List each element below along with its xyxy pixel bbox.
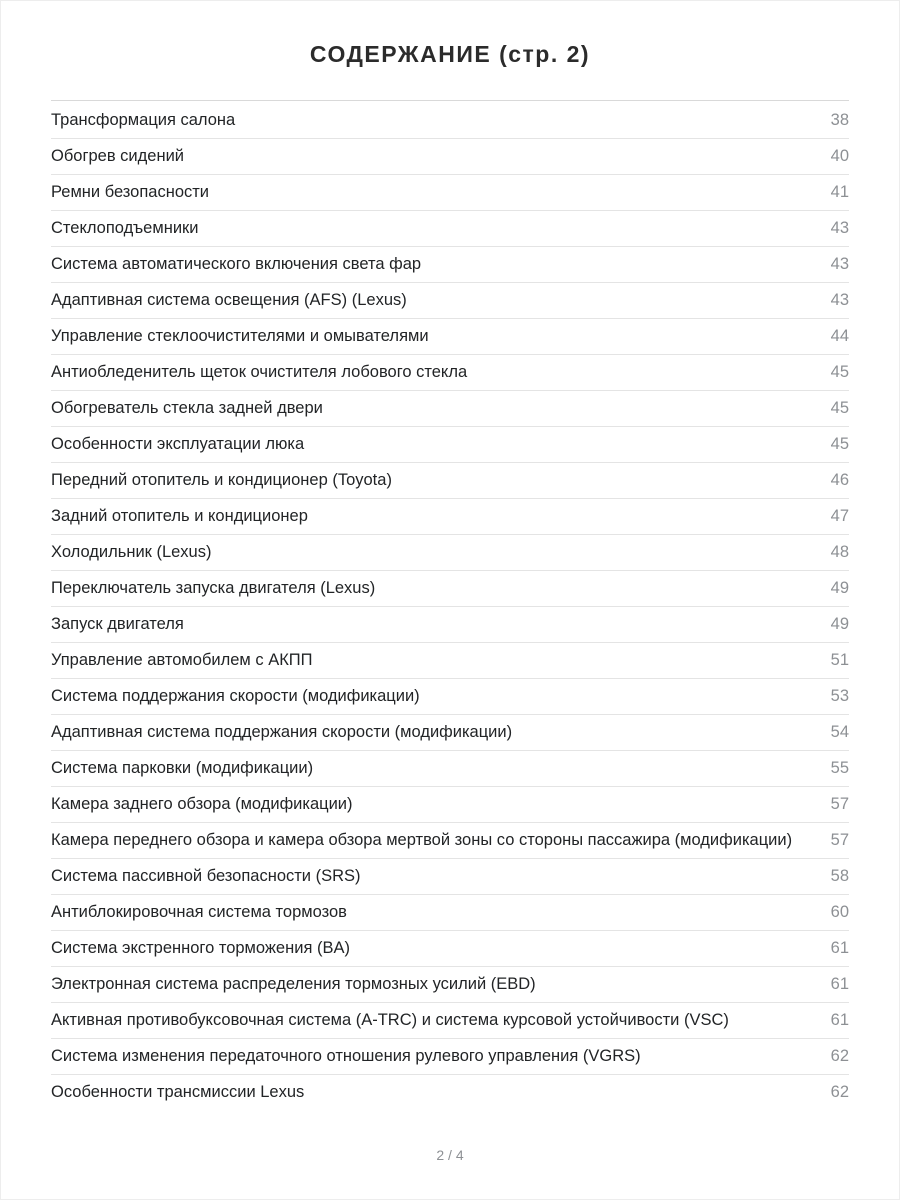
toc-entry-label: Обогреватель стекла задней двери <box>51 399 323 417</box>
toc-entry-label: Особенности трансмиссии Lexus <box>51 1083 305 1101</box>
toc-entry-label: Стеклоподъемники <box>51 219 199 237</box>
toc-entry <box>51 859 849 895</box>
toc-entry-label: Адаптивная система поддержания скорости (модификации) <box>51 723 513 741</box>
toc-entry-page-number: 61 <box>830 1011 849 1029</box>
toc-entry <box>51 679 849 715</box>
toc-entry-label: Задний отопитель и кондиционер <box>51 507 308 525</box>
toc-entry <box>51 1003 849 1039</box>
toc-entry-page-number: 62 <box>830 1083 849 1101</box>
toc-entry-page-number: 55 <box>830 759 849 777</box>
toc-entry-page-number: 60 <box>830 903 849 921</box>
toc-entry-page-number: 43 <box>830 255 849 273</box>
toc-entry <box>51 247 849 283</box>
toc-entry <box>51 643 849 679</box>
toc-entry-page-number: 57 <box>830 795 849 813</box>
toc-entry <box>51 535 849 571</box>
toc-entry-page-number: 41 <box>830 183 849 201</box>
toc-entry-label: Переключатель запуска двигателя (Lexus) <box>51 579 376 597</box>
toc-entry <box>51 931 849 967</box>
toc-entry-label: Управление стеклоочистителями и омывателями <box>51 327 429 345</box>
toc-entry-label: Особенности эксплуатации люка <box>51 435 305 453</box>
toc-entry-page-number: 61 <box>830 939 849 957</box>
toc-entry <box>51 895 849 931</box>
toc-entry-page-number: 48 <box>830 543 849 561</box>
title-divider <box>51 100 849 101</box>
toc-entry-label: Электронная система распределения тормозных усилий (EBD) <box>51 975 536 993</box>
page-number-indicator: 2 / 4 <box>436 1147 464 1163</box>
toc-entry <box>51 967 849 1003</box>
toc-entry-page-number: 43 <box>830 219 849 237</box>
toc-entry-label: Обогрев сидений <box>51 147 184 165</box>
toc-entry <box>51 355 849 391</box>
toc-entry-page-number: 51 <box>830 651 849 669</box>
toc-entry <box>51 103 849 139</box>
toc-entry-page-number: 61 <box>830 975 849 993</box>
toc-entry-page-number: 49 <box>830 615 849 633</box>
toc-list <box>51 103 849 1110</box>
toc-entry <box>51 427 849 463</box>
toc-entry-label: Система парковки (модификации) <box>51 759 314 777</box>
toc-entry <box>51 499 849 535</box>
toc-entry <box>51 1039 849 1075</box>
toc-entry-label: Ремни безопасности <box>51 183 210 201</box>
toc-entry <box>51 283 849 319</box>
toc-entry-page-number: 47 <box>830 507 849 525</box>
toc-entry-label: Передний отопитель и кондиционер (Toyota) <box>51 471 392 489</box>
toc-entry <box>51 715 849 751</box>
toc-entry <box>51 211 849 247</box>
toc-entry-page-number: 57 <box>830 831 849 849</box>
toc-entry <box>51 607 849 643</box>
toc-entry <box>51 1075 849 1110</box>
toc-entry-label: Антиблокировочная система тормозов <box>51 903 347 921</box>
toc-entry-page-number: 58 <box>830 867 849 885</box>
toc-entry-label: Камера переднего обзора и камера обзора мертвой зоны со стороны пассажира (модификации) <box>51 831 793 849</box>
toc-entry-label: Трансформация салона <box>51 111 236 129</box>
toc-entry-page-number: 44 <box>830 327 849 345</box>
toc-entry <box>51 571 849 607</box>
toc-entry-page-number: 62 <box>830 1047 849 1065</box>
toc-entry <box>51 787 849 823</box>
toc-entry-label: Активная противобуксовочная система (A-TRC) и система курсовой устойчивости (VSC) <box>51 1011 729 1029</box>
toc-entry-page-number: 45 <box>830 399 849 417</box>
toc-entry-label: Запуск двигателя <box>51 615 184 633</box>
toc-entry-page-number: 49 <box>830 579 849 597</box>
toc-entry <box>51 175 849 211</box>
toc-entry-label: Система автоматического включения света фар <box>51 255 422 273</box>
toc-entry-page-number: 38 <box>830 111 849 129</box>
toc-entry-label: Система изменения передаточного отношения рулевого управления (VGRS) <box>51 1047 641 1065</box>
toc-entry-page-number: 45 <box>830 435 849 453</box>
toc-entry-label: Система экстренного торможения (BA) <box>51 939 350 957</box>
toc-entry <box>51 391 849 427</box>
toc-entry-label: Система поддержания скорости (модификации) <box>51 687 420 705</box>
toc-entry-page-number: 45 <box>830 363 849 381</box>
toc-entry <box>51 463 849 499</box>
toc-entry <box>51 751 849 787</box>
toc-entry-page-number: 40 <box>830 147 849 165</box>
toc-entry-page-number: 46 <box>830 471 849 489</box>
toc-entry-page-number: 43 <box>830 291 849 309</box>
toc-entry-label: Камера заднего обзора (модификации) <box>51 795 353 813</box>
toc-entry-label: Управление автомобилем с АКПП <box>51 651 313 669</box>
toc-entry-label: Система пассивной безопасности (SRS) <box>51 867 361 885</box>
toc-entry <box>51 823 849 859</box>
toc-entry-page-number: 53 <box>830 687 849 705</box>
toc-entry-label: Антиобледенитель щеток очистителя лобового стекла <box>51 363 468 381</box>
toc-entry <box>51 319 849 355</box>
toc-entry-label: Холодильник (Lexus) <box>51 543 212 561</box>
toc-entry-page-number: 54 <box>830 723 849 741</box>
toc-entry <box>51 139 849 175</box>
page-title: СОДЕРЖАНИЕ (стр. 2) <box>309 41 591 67</box>
toc-entry-label: Адаптивная система освещения (AFS) (Lexus) <box>51 291 407 309</box>
